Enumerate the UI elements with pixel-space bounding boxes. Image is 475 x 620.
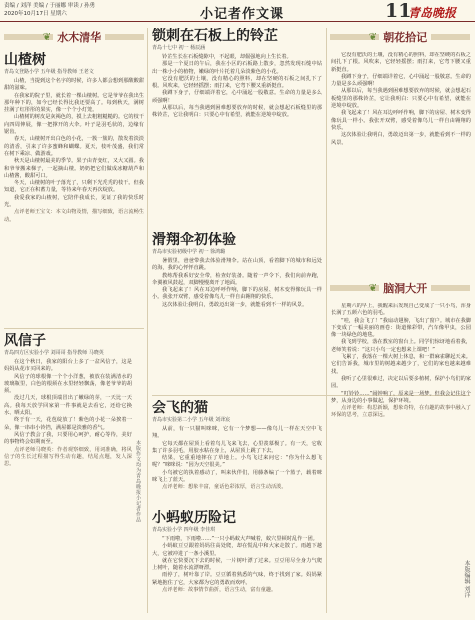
- leaf-icon: ❦: [368, 282, 378, 294]
- article-title: 小蚂蚁历险记: [152, 510, 236, 526]
- article-paragraph: “下雨啦，下雨啦……”一只小蚂蚁大声喊着，蚁穴里顿时乱作一团。: [162, 536, 318, 542]
- article-clouds: [152, 400, 322, 508]
- header-meta: [4, 2, 95, 18]
- banner-zhaohua: [330, 24, 470, 50]
- article-paragraph: 在这个秋日，我家的阳台上多了一盆风信子，这是妈妈从花市买回来的。: [4, 359, 132, 373]
- article-paragraph: 我飞起来了！风在耳边呼呼作响，脚下的房屋、树木变得像玩具一样小。我张开双臂，感受着像鸟儿一样自由翱翔的快乐。: [152, 287, 322, 301]
- article-title: 会飞的猫: [152, 400, 208, 416]
- banner-naodong: [330, 275, 470, 301]
- teacher-comment: 点评老师：构思新颖，想象奇特，在有趣的故事中融入了环保的思考，立意深远。: [331, 405, 471, 419]
- leaf-icon: ❦: [42, 31, 52, 43]
- article-paragraph: 在我家的院子里，就长着一棵山楂树。它是爷爷在我出生那年种下的，如今已经长得比我还要高了。每到秋天，满树挂满了红彤彤的果实，像一个个小灯笼。: [4, 92, 144, 114]
- article-paragraph: 教练帮我系好安全带，检查好装备。随着一声令下，我们向前奔跑，伞翼被风鼓起，双脚慢慢离开了地面。: [152, 272, 322, 286]
- article-paragraph: 小蚂蚁豆豆跟着妈妈往高处爬，却在慌乱中和大家走散了。雨越下越大，它被冲进了一条小溪里。: [152, 543, 322, 557]
- article-paragraph: 这次体验让我明白，勇敢迈出第一步，就能看到不一样的风景。: [331, 132, 471, 146]
- article-paragraph: 这次体验让我明白，勇敢迈出第一步，就能看到不一样的风景。: [162, 301, 308, 308]
- article-paragraph: 它没有肥沃的土壤，没有精心的照料，却在坚硬的石板之间扎下了根。风吹来，它轻轻摇摆；雨打来，它弯下腰又重新挺直。: [331, 52, 471, 73]
- article-paragraph: 我爱我家的山楂树，它陪伴我成长，见证了我的快乐时光。: [4, 194, 144, 209]
- header-editors: 责编 / 刘洋 美编 / 于丽娜 审读 / 孙勇: [4, 3, 96, 9]
- article-paragraph: 飞累了，我落在一棵大树上休息，和一群麻雀聊起天来。它们告诉我，城市里的树越来越少了，它们的家也越来越难找。: [331, 354, 471, 375]
- article-paragraph: 结果，它重重地摔在了草地上。小鸟飞过来问它：“你为什么想飞呢？”咪咪说：“因为天空很美。”: [152, 455, 322, 469]
- article-paragraph: 没过几天，球根顶端冒出了嫩绿的芽，一天比一天高。我每天放学回家第一件事就是去看它，还给它换水、晒太阳。: [4, 395, 132, 417]
- teacher-comment: 点评老师：故事情节曲折，语言生动，富有童趣。: [162, 587, 277, 594]
- article-paragraph: 冬天，山楂树的叶子落光了，只剩下光秃秃的枝干。但我知道，它正在积蓄力量，等待来年春天再次绽放。: [4, 180, 144, 194]
- column-divider: [326, 28, 327, 613]
- newspaper-logo: 青岛晚报: [408, 6, 457, 20]
- banner-label: 朝花拾记: [379, 29, 431, 45]
- header-date: 2020年10月17日 星期六: [4, 11, 67, 17]
- article-shanjing: [4, 52, 144, 325]
- banner-shuimu: [4, 24, 144, 50]
- article-slide: [152, 232, 322, 392]
- article-lingxing-continued: [331, 52, 471, 272]
- article-byline: 青岛四方区实验小学 刘哥哥 指导教师 马晓英: [4, 350, 104, 356]
- article-paragraph: 山楂树的树皮是灰褐色的，摸上去粗粗糙糙的。它的枝干向四周伸展，像一把撑开的大伞。叶子是羽毛状的，边缘有锯齿。: [4, 114, 144, 136]
- article-paragraph: 我蹲下身子，仔细端详着它，心中涌起一股敬意。生命的力量是多么顽强啊！: [331, 73, 471, 88]
- vertical-note: 本版作文均为青岛晚报小记者作品: [135, 440, 141, 523]
- teacher-comment: 点评老师王宝文：本文由物及情，描写细致，语言流畅生动。: [4, 209, 144, 223]
- article-title: 滑翔伞初体验: [152, 232, 236, 248]
- article-byline: 青岛文登路小学 五年级 指导教师 王老文: [4, 69, 94, 75]
- teacher-comment: 点评老师：想象丰富，童话色彩浓厚，语言生动活泼。: [162, 484, 287, 491]
- article-paragraph: 风信子的球根像一个个小洋葱，被放在装满清水的玻璃瓶里，白色的根须在水里轻轻飘荡，像老爷爷的胡须。: [4, 373, 132, 395]
- article-paragraph: 秋天是山楂树最美的季节。果子由青变红，又大又圆。我和爷爷搬来梯子，一起摘山楂。奶奶把它们做成冰糖葫芦和山楂酱，酸甜可口。: [4, 158, 144, 179]
- column-divider: [147, 28, 148, 613]
- page-number: 11: [385, 0, 412, 22]
- teacher-comment: 点评老师马晓英：作者观察细致，用词准确，将风信子的生长过程描写得生动有趣，结尾点题，发人深思。: [4, 446, 132, 468]
- article-paragraph: 我飞到学校，落在教室的窗台上。同学们惊讶地看着我，老师笑着说：“这只小鸟一定也想来上课吧！”: [331, 339, 471, 353]
- page-header: [0, 0, 475, 22]
- article-paragraph: 终于有一天，花苞绽放了！紫色的小花一朵挨着一朵，像一串串小铃铛，满屋都是淡雅的香气。: [4, 417, 132, 431]
- banner-label: 脑洞大开: [379, 280, 431, 296]
- article-paragraph: 就在它快要沉下去的时候，一片树叶漂了过来。豆豆用尽全身力气爬上树叶，随着水流漂呀漂。: [152, 557, 322, 572]
- article-paragraph: 从那以后，每当我遇到困难想要放弃的时候，就会想起石板缝里的那株铃芷，它让我明白：只要心中有希望，就能在逆境中绽放。: [331, 88, 471, 110]
- article-paragraph: 铃芷生长在石板缝隙中，不起眼，却倔强地向上生长着。: [162, 54, 292, 60]
- article-paragraph: 山楂，当提到这个名字的时候，许多人都会想到那酸酸甜甜的滋味。: [4, 78, 144, 92]
- article-paragraph: 风信子教会了我，只要用心呵护，耐心等待，美好的事物终会如期而至。: [4, 431, 132, 446]
- article-paragraph: 我听了心里很难过，决定以后要多植树，保护小鸟们的家园。: [331, 375, 471, 390]
- article-paragraph: “叮铃铃……”闹钟响了，原来是一场梦。但我会记住这个梦，从身边的小事做起，保护环境。: [331, 390, 471, 404]
- article-byline: 青岛实验小学 四年级 李佳琪: [152, 527, 216, 533]
- article-paragraph: “哇，我会飞了！”我扇动翅膀，飞出了窗户。城市在我脚下变成了一幅美丽的画卷：街道像彩带，汽车像甲虫，公园像一块绿色的地毯。: [331, 317, 471, 339]
- article-byline: 青岛十七中 初一 杨辰涵: [152, 45, 206, 51]
- article-byline: 青岛市实验第二小学 五年级 刘译宸: [152, 417, 231, 423]
- article-paragraph: 星期六的早上，我醒来后发现自己变成了一只小鸟，浑身长满了五颜六色的羽毛。: [331, 303, 471, 317]
- article-paragraph: 小鸟被它的执着感动了，叫来伙伴们，用藤条编了一个篮子，载着咪咪飞上了蓝天。: [152, 469, 322, 484]
- article-lingxing: [152, 28, 322, 228]
- editor-stamp: 本版编辑 刘洋: [463, 560, 470, 598]
- article-paragraph: 它没有肥沃的土壤，没有精心的照料，却在坚硬的石板之间扎下了根。风吹来，它轻轻摇摆；雨打来，它弯下腰又重新挺直。: [152, 75, 322, 90]
- article-paragraph: 我飞起来了！风在耳边呼呼作响，脚下的房屋、树木变得像玩具一样小。我张开双臂，感受着像鸟儿一样自由翱翔的快乐。: [331, 110, 471, 131]
- divider: [4, 328, 144, 329]
- article-title: 山楂树: [4, 52, 46, 68]
- article-title: 锁刺在石板上的铃芷: [152, 28, 278, 44]
- article-fengxinzi: [4, 333, 132, 605]
- article-paragraph: 雨停了，树叶靠了岸。豆豆循着熟悉的气味，终于找到了家。妈妈紧紧地抱住了它，大家都为它的勇敢而欢呼。: [152, 572, 322, 586]
- article-paragraph: 它每天都在屋顶上看着鸟儿飞来飞去，心里羡慕极了。有一天，它收集了许多羽毛，用胶水粘在身上，从屋顶上跳了下去。: [152, 440, 322, 454]
- article-title: 风信子: [4, 333, 46, 349]
- banner-label: 水木清华: [53, 29, 105, 45]
- leaf-icon: ❦: [368, 31, 378, 43]
- article-byline: 青岛市实验初级中学 初一 徐鸿璐: [152, 249, 226, 255]
- article-paragraph: 暑假里，爸爸带我去体验滑翔伞。站在山顶，看着脚下的城市和远处的海，我的心怦怦直跳。: [152, 258, 322, 272]
- article-brainstorm: [331, 303, 471, 603]
- article-paragraph: 我蹲下身子，仔细端详着它，心中涌起一股敬意。生命的力量是多么顽强啊！: [152, 90, 322, 104]
- article-paragraph: 春天，山楂树开出白色的小花，一簇一簇的，散发着淡淡的清香，引来了许多蜜蜂和蝴蝶。夏天，枝叶茂盛，我们常在树下乘凉、做游戏。: [4, 136, 144, 157]
- article-ant: [152, 510, 322, 614]
- section-title: 小记者作文课: [200, 7, 285, 22]
- article-paragraph: 从那以后，每当我遇到困难想要放弃的时候，就会想起石板缝里的那株铃芷，它让我明白：只要心中有希望，就能在逆境中绽放。: [152, 105, 322, 119]
- article-paragraph: 那是一个夏日的午后，我在小区的石板路上散步，忽然发现石缝中钻出一株小小的植物，嫩绿的叶片托着几朵淡紫色的小花。: [152, 61, 322, 75]
- article-paragraph: 从前，有一只猫叫咪咪，它有一个梦想——像鸟儿一样在天空中飞翔。: [152, 426, 322, 440]
